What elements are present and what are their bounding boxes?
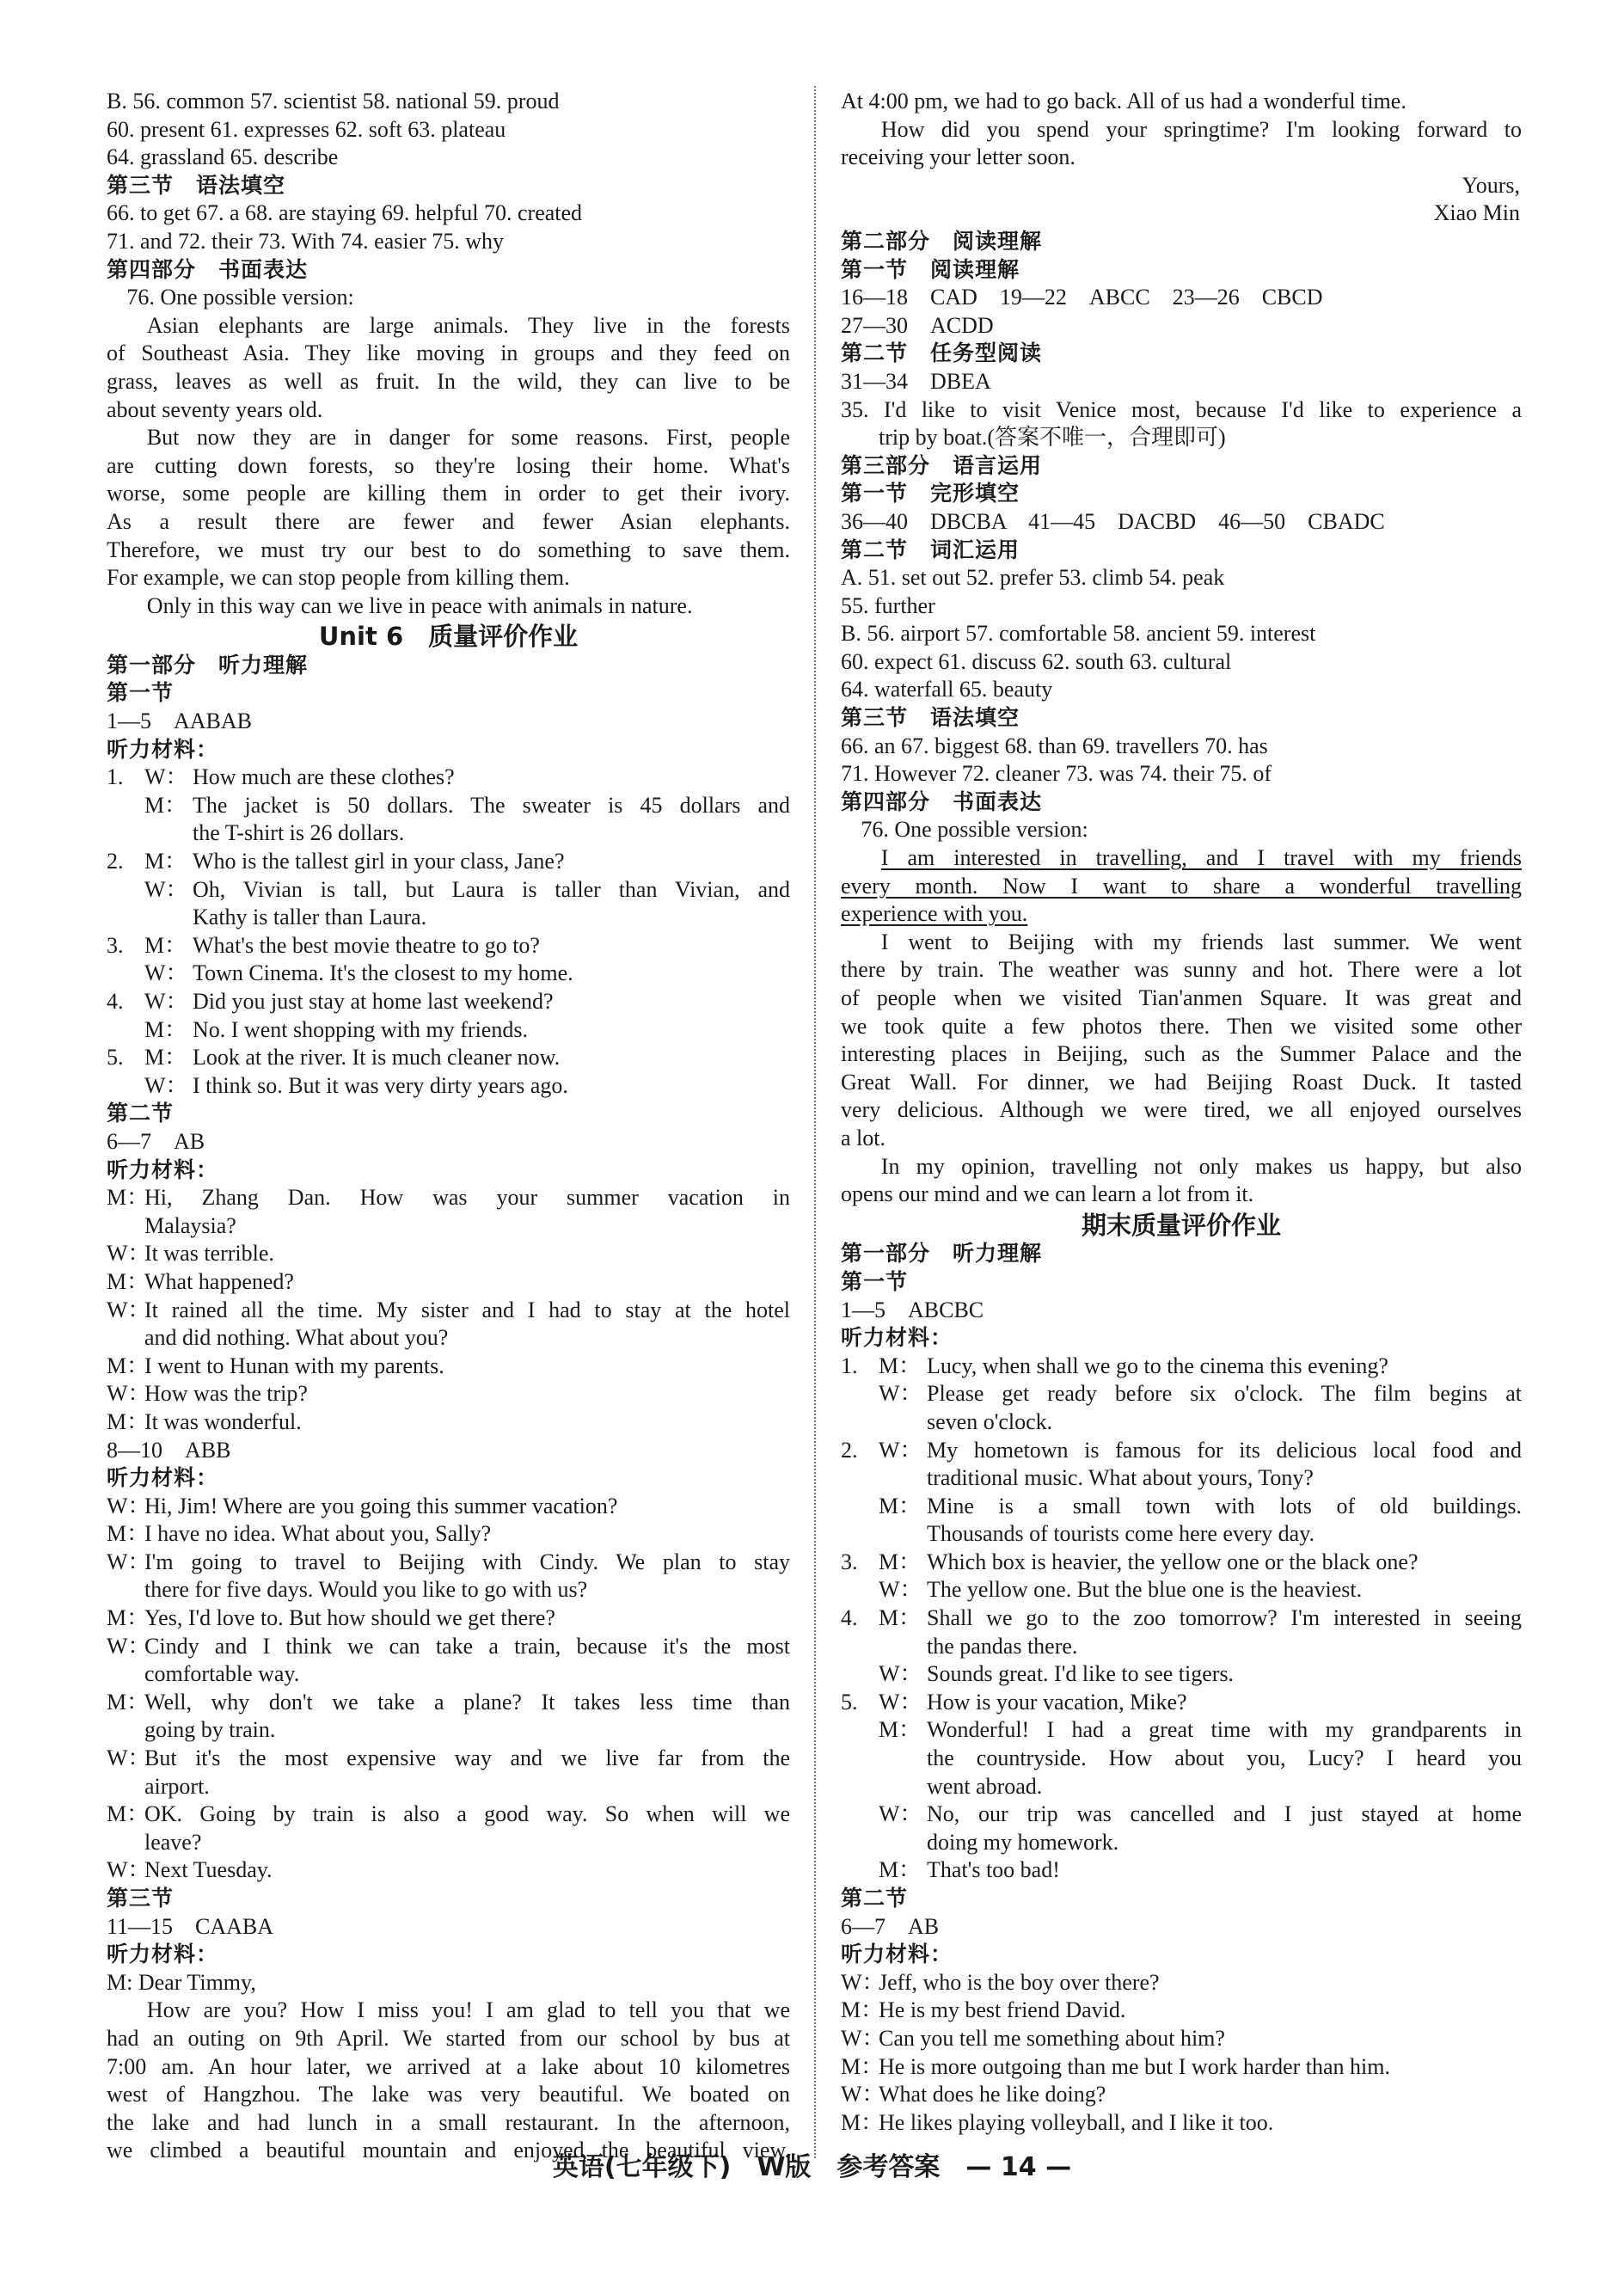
- dialogue-continuation: went abroad.: [927, 1773, 1043, 1799]
- speaker: W：: [107, 1241, 150, 1267]
- speaker: M：: [144, 849, 187, 874]
- letter-line: At 4:00 pm, we had to go back. All of us had a wonderful time.: [841, 89, 1406, 113]
- answer-line: 64. waterfall 65. beauty: [841, 677, 1053, 702]
- section-heading: 第一节: [841, 1268, 909, 1294]
- dialogue-line: W： It was terrible.: [107, 1240, 790, 1268]
- essay-line: Asian elephants are large animals. They live in the forests: [146, 312, 790, 338]
- speaker: W：: [144, 764, 188, 790]
- essay-line: As a result there are fewer and fewer Asian elephants.: [107, 508, 790, 534]
- dialogue-continuation: Kathy is taller than Laura.: [193, 905, 427, 930]
- speaker: W：: [107, 1857, 150, 1883]
- dialogue-line: W： Sounds great. I'd like to see tigers.: [841, 1660, 1522, 1689]
- essay-line: For example, we can stop people from killing them.: [107, 565, 570, 591]
- essay-line: of Southeast Asia. They like moving in groups and they feed on: [107, 340, 790, 366]
- dialogue-line: M： I went to Hunan with my parents.: [107, 1353, 790, 1381]
- speaker: W：: [107, 1493, 150, 1518]
- dialogue-line: 2. W： My hometown is famous for its delicious local food and: [841, 1437, 1522, 1465]
- answer-line: 55. further: [841, 592, 935, 618]
- dialogue-continuation: and did nothing. What about you?: [144, 1325, 449, 1351]
- dialogue-continuation: comfortable way.: [144, 1661, 300, 1687]
- material-label: 听力材料：: [841, 1942, 953, 1967]
- item-number: 3.: [841, 1549, 858, 1574]
- answer-line: 64. grassland 65. describe: [107, 144, 339, 170]
- unit-title: 期末质量评价作业: [1081, 1210, 1281, 1240]
- letter-line: 7:00 am. An hour later, we arrived at a lake about 10 kilometres: [107, 2053, 790, 2079]
- speaker: M：: [841, 2053, 884, 2079]
- item-number: 4.: [107, 989, 124, 1014]
- speaker: M：: [144, 1016, 187, 1042]
- speaker: M：: [879, 1857, 922, 1883]
- essay-line: very delicious. Although we were tired, we all enjoyed ourselves: [841, 1097, 1522, 1123]
- page-footer: 英语(七年级下) W版 参考答案 — 14 —: [552, 2152, 1072, 2182]
- section-heading: 第三节 语法填空: [107, 172, 286, 198]
- speaker: M：: [107, 1408, 150, 1434]
- dialogue-line: W： I'm going to travel to Beijing with Cindy. We plan to stay: [107, 1549, 790, 1577]
- material-label: 听力材料：: [107, 1465, 219, 1491]
- part-heading: 第四部分 书面表达: [841, 788, 1043, 814]
- essay-line: we took quite a few photos there. Then we visited some other: [841, 1013, 1522, 1039]
- section-heading: 第二节: [107, 1101, 175, 1126]
- letter-line: receiving your letter soon.: [841, 144, 1076, 170]
- dialogue-line: M： He is my best friend David.: [841, 1997, 1522, 2025]
- material-label: 听力材料：: [841, 1325, 953, 1351]
- dialogue-line: W： Jeff, who is the boy over there?: [841, 1969, 1522, 1997]
- dialogue-line: W： What does he like doing?: [841, 2081, 1522, 2109]
- dialogue-line: 1. W： How much are these clothes?: [107, 764, 790, 792]
- answer-line: 71. and 72. their 73. With 74. easier 75. why: [107, 228, 505, 254]
- speaker: W：: [107, 1633, 150, 1659]
- answer-line: 71. However 72. cleaner 73. was 74. their 75. of: [841, 761, 1272, 787]
- dialogue-line: W： But it's the most expensive way and we live far from the: [107, 1745, 790, 1773]
- answer-line: 31—34 DBEA: [841, 368, 991, 394]
- dialogue-line: M： That's too bad!: [841, 1856, 1522, 1885]
- answer-line: B. 56. common 57. scientist 58. national 59. proud: [107, 89, 560, 113]
- item-number: 2.: [841, 1437, 858, 1463]
- essay-underlined-line: experience with you.: [841, 901, 1028, 927]
- item-number: 2.: [107, 849, 124, 874]
- letter-line: the lake and had lunch in a small restaurant. In the afternoon,: [107, 2109, 790, 2135]
- part-heading: 第三部分 语言运用: [841, 452, 1043, 478]
- dialogue-line: M： No. I went shopping with my friends.: [107, 1016, 790, 1045]
- section-heading: 第一节: [107, 680, 175, 706]
- dialogue-line: M： It was wonderful.: [107, 1408, 790, 1437]
- answer-line: 60. expect 61. discuss 62. south 63. cultural: [841, 648, 1232, 674]
- essay-line: Therefore, we must try our best to do something to save them.: [107, 537, 790, 562]
- column-divider: [814, 86, 816, 2158]
- speaker: M：: [879, 1493, 922, 1518]
- dialogue-line: M： Wonderful! I had a great time with my grandparents in: [841, 1716, 1522, 1745]
- part-heading: 第二部分 阅读理解: [841, 228, 1043, 254]
- dialogue-continuation: the pandas there.: [927, 1633, 1078, 1659]
- section-heading: 第三节 语法填空: [841, 705, 1020, 731]
- dialogue-continuation: traditional music. What about yours, Tony?: [927, 1465, 1314, 1491]
- dialogue-line: 4. M： Shall we go to the zoo tomorrow? I'm interested in seeing: [841, 1604, 1522, 1633]
- essay-label: 76. One possible version:: [861, 817, 1088, 843]
- letter-line: How did you spend your springtime? I'm looking forward to: [880, 116, 1522, 142]
- letter-line: How are you? How I miss you! I am glad to tell you that we: [146, 1997, 790, 2023]
- answer-line: trip by boat.(答案不唯一，合理即可): [879, 425, 1226, 451]
- dialogue-continuation: leave?: [144, 1829, 202, 1855]
- dialogue-continuation: seven o'clock.: [927, 1408, 1053, 1434]
- dialogue-continuation: going by train.: [144, 1717, 276, 1743]
- essay-line: Only in this way can we live in peace with animals in nature.: [146, 592, 693, 618]
- speaker: W：: [879, 1689, 922, 1715]
- dialogue-line: M： The jacket is 50 dollars. The sweater is 45 dollars and: [107, 792, 790, 820]
- speaker: M：: [841, 1997, 884, 2023]
- dialogue-line: W： Town Cinema. It's the closest to my home.: [107, 960, 790, 988]
- essay-line: But now they are in danger for some reasons. First, people: [146, 425, 790, 451]
- essay-line: In my opinion, travelling not only makes us happy, but also: [880, 1153, 1522, 1179]
- speaker: W：: [107, 1745, 150, 1771]
- letter-greeting: M: Dear Timmy,: [107, 1969, 256, 1995]
- speaker: W：: [879, 1801, 922, 1827]
- dialogue-line: W： The yellow one. But the blue one is the heaviest.: [841, 1576, 1522, 1604]
- dialogue-line: M： Yes, I'd love to. But how should we get there?: [107, 1604, 790, 1633]
- answer-line: 11—15 CAABA: [107, 1913, 274, 1939]
- speaker: M：: [879, 1353, 922, 1378]
- unit-title: Unit 6 质量评价作业: [318, 622, 579, 652]
- speaker: W：: [879, 1577, 922, 1603]
- speaker: M：: [879, 1549, 922, 1574]
- dialogue-line: M： Hi, Zhang Dan. How was your summer vacation in: [107, 1184, 790, 1212]
- dialogue-line: W： Cindy and I think we can take a train, because it's the most: [107, 1633, 790, 1661]
- material-label: 听力材料：: [107, 736, 219, 762]
- material-label: 听力材料：: [107, 1942, 219, 1967]
- dialogue-continuation: Thousands of tourists come here every day.: [927, 1521, 1315, 1547]
- dialogue-line: 1. M： Lucy, when shall we go to the cinema this evening?: [841, 1353, 1522, 1381]
- dialogue-line: 5. W： How is your vacation, Mike?: [841, 1689, 1522, 1717]
- letter-line: we climbed a beautiful mountain and enjoyed the beautiful view.: [107, 2138, 790, 2163]
- speaker: W：: [879, 1437, 922, 1463]
- section-heading: 第二节 词汇运用: [841, 537, 1020, 562]
- dialogue-line: 2. M： Who is the tallest girl in your class, Jane?: [107, 848, 790, 876]
- section-heading: 第二节 任务型阅读: [841, 340, 1043, 366]
- answer-line: 6—7 AB: [107, 1128, 205, 1154]
- item-number: 1.: [107, 764, 124, 790]
- letter-closing: Yours,: [1462, 172, 1520, 198]
- right-column: [841, 88, 1522, 2137]
- dialogue-line: 4. W： Did you just stay at home last weekend?: [107, 988, 790, 1016]
- item-number: 1.: [841, 1353, 858, 1378]
- speaker: M：: [107, 1521, 150, 1547]
- speaker: W：: [144, 876, 188, 902]
- speaker: M：: [107, 1185, 150, 1211]
- speaker: M：: [144, 932, 187, 958]
- speaker: W：: [107, 1297, 150, 1322]
- speaker: W：: [841, 2082, 885, 2107]
- answer-line: A. 51. set out 52. prefer 53. climb 54. peak: [841, 565, 1225, 591]
- essay-line: opens our mind and we can learn a lot from it.: [841, 1181, 1254, 1207]
- answer-line: 35. I'd like to visit Venice most, because I'd like to experience a: [841, 396, 1522, 422]
- essay-line: are cutting down forests, so they're losing their home. What's: [107, 452, 790, 478]
- dialogue-continuation: Malaysia?: [144, 1212, 236, 1238]
- dialogue-line: M： I have no idea. What about you, Sally?: [107, 1520, 790, 1549]
- essay-line: of people when we visited Tian'anmen Square. It was great and: [841, 985, 1522, 1010]
- speaker: W：: [879, 1661, 922, 1687]
- left-column: [107, 88, 790, 2165]
- dialogue-continuation: there for five days. Would you like to go with us?: [144, 1577, 588, 1603]
- speaker: W：: [107, 1549, 150, 1574]
- dialogue-line: W： I think so. But it was very dirty years ago.: [107, 1072, 790, 1101]
- dialogue-line: 3. M： What's the best movie theatre to go to?: [107, 932, 790, 960]
- speaker: W：: [144, 960, 188, 986]
- essay-line: Great Wall. For dinner, we had Beijing Roast Duck. It tasted: [841, 1069, 1522, 1095]
- answer-line: 27—30 ACDD: [841, 312, 994, 338]
- dialogue-line: M： OK. Going by train is also a good way. So when will we: [107, 1801, 790, 1829]
- speaker: W：: [879, 1381, 922, 1407]
- speaker: M：: [107, 1268, 150, 1294]
- dialogue-line: 3. M： Which box is heavier, the yellow one or the black one?: [841, 1549, 1522, 1577]
- speaker: M：: [107, 1689, 150, 1715]
- essay-line: interesting places in Beijing, such as the Summer Palace and the: [841, 1041, 1522, 1067]
- speaker: W：: [841, 1969, 885, 1995]
- section-heading: 第二节: [841, 1886, 909, 1911]
- essay-line: grass, leaves as well as fruit. In the wild, they can live to be: [107, 368, 790, 394]
- answer-line: 1—5 AABAB: [107, 709, 253, 734]
- section-heading: 第一节 阅读理解: [841, 256, 1020, 282]
- dialogue-line: M： He likes playing volleyball, and I like it too.: [841, 2109, 1522, 2138]
- essay-underlined-line: every month. Now I want to share a wonderful travelling: [841, 873, 1522, 899]
- item-number: 5.: [841, 1689, 858, 1715]
- material-label: 听力材料：: [107, 1156, 219, 1182]
- dialogue-line: M： What happened?: [107, 1268, 790, 1297]
- essay-line: worse, some people are killing them in order to get their ivory.: [107, 481, 790, 506]
- letter-line: had an outing on 9th April. We started from our school by bus at: [107, 2025, 790, 2051]
- item-number: 3.: [107, 932, 124, 958]
- essay-line: about seventy years old.: [107, 396, 323, 422]
- answer-line: 66. an 67. biggest 68. than 69. travellers 70. has: [841, 733, 1268, 758]
- speaker: M：: [841, 2109, 884, 2135]
- dialogue-line: 5. M： Look at the river. It is much cleaner now.: [107, 1044, 790, 1072]
- speaker: M：: [144, 1045, 187, 1071]
- letter-signature: Xiao Min: [1433, 200, 1520, 226]
- dialogue-line: M： He is more outgoing than me but I work harder than him.: [841, 2053, 1522, 2082]
- speaker: M：: [879, 1605, 922, 1631]
- section-heading: 第四部分 书面表达: [107, 256, 309, 282]
- speaker: W：: [107, 1381, 150, 1407]
- section-heading: 第一节 完形填空: [841, 481, 1020, 506]
- dialogue-line: M： Well, why don't we take a plane? It takes less time than: [107, 1689, 790, 1717]
- dialogue-continuation: the T-shirt is 26 dollars.: [193, 820, 405, 846]
- dialogue-line: W： Oh, Vivian is tall, but Laura is taller than Vivian, and: [107, 876, 790, 905]
- essay-line: there by train. The weather was sunny and hot. There were a lot: [841, 957, 1522, 983]
- answer-line: 1—5 ABCBC: [841, 1297, 984, 1322]
- speaker: W：: [841, 2025, 885, 2051]
- answer-line: 16—18 CAD 19—22 ABCC 23—26 CBCD: [841, 285, 1323, 310]
- answer-line: 6—7 AB: [841, 1913, 940, 1939]
- speaker: M：: [107, 1801, 150, 1827]
- answer-line: 8—10 ABB: [107, 1437, 231, 1463]
- essay-underlined-line: I am interested in travelling, and I travel with my friends: [880, 845, 1522, 871]
- dialogue-line: W： Hi, Jim! Where are you going this summer vacation?: [107, 1493, 790, 1521]
- dialogue-line: W： Can you tell me something about him?: [841, 2025, 1522, 2053]
- dialogue-line: W： Please get ready before six o'clock. The film begins at: [841, 1380, 1522, 1408]
- section-heading: 第三节: [107, 1886, 175, 1911]
- speaker: M：: [144, 792, 187, 818]
- dialogue-continuation: the countryside. How about you, Lucy? I heard you: [927, 1745, 1522, 1771]
- speaker: M：: [107, 1353, 150, 1378]
- answer-line: 36—40 DBCBA 41—45 DACBD 46—50 CBADC: [841, 508, 1385, 534]
- dialogue-line: W： No, our trip was cancelled and I just stayed at home: [841, 1801, 1522, 1829]
- item-number: 4.: [841, 1605, 858, 1631]
- speaker: W：: [144, 1072, 188, 1098]
- essay-line: a lot.: [841, 1125, 886, 1150]
- dialogue-line: W： How was the trip?: [107, 1380, 790, 1408]
- answer-line: B. 56. airport 57. comfortable 58. ancient 59. interest: [841, 621, 1316, 647]
- speaker: M：: [107, 1605, 150, 1631]
- speaker: M：: [879, 1717, 922, 1743]
- answer-line: 60. present 61. expresses 62. soft 63. plateau: [107, 116, 506, 142]
- dialogue-line: M： Mine is a small town with lots of old buildings.: [841, 1493, 1522, 1521]
- speaker: W：: [144, 989, 188, 1014]
- essay-label: 76. One possible version:: [126, 285, 354, 310]
- item-number: 5.: [107, 1045, 124, 1071]
- essay-line: I went to Beijing with my friends last summer. We went: [880, 929, 1522, 954]
- part-heading: 第一部分 听力理解: [107, 652, 309, 678]
- dialogue-continuation: doing my homework.: [927, 1829, 1119, 1855]
- part-heading: 第一部分 听力理解: [841, 1241, 1043, 1267]
- answer-line: 66. to get 67. a 68. are staying 69. helpful 70. created: [107, 200, 583, 226]
- dialogue-line: W： Next Tuesday.: [107, 1856, 790, 1885]
- letter-line: west of Hangzhou. The lake was very beautiful. We boated on: [107, 2082, 790, 2107]
- dialogue-line: W： It rained all the time. My sister and I had to stay at the hotel: [107, 1297, 790, 1325]
- dialogue-continuation: airport.: [144, 1773, 210, 1799]
